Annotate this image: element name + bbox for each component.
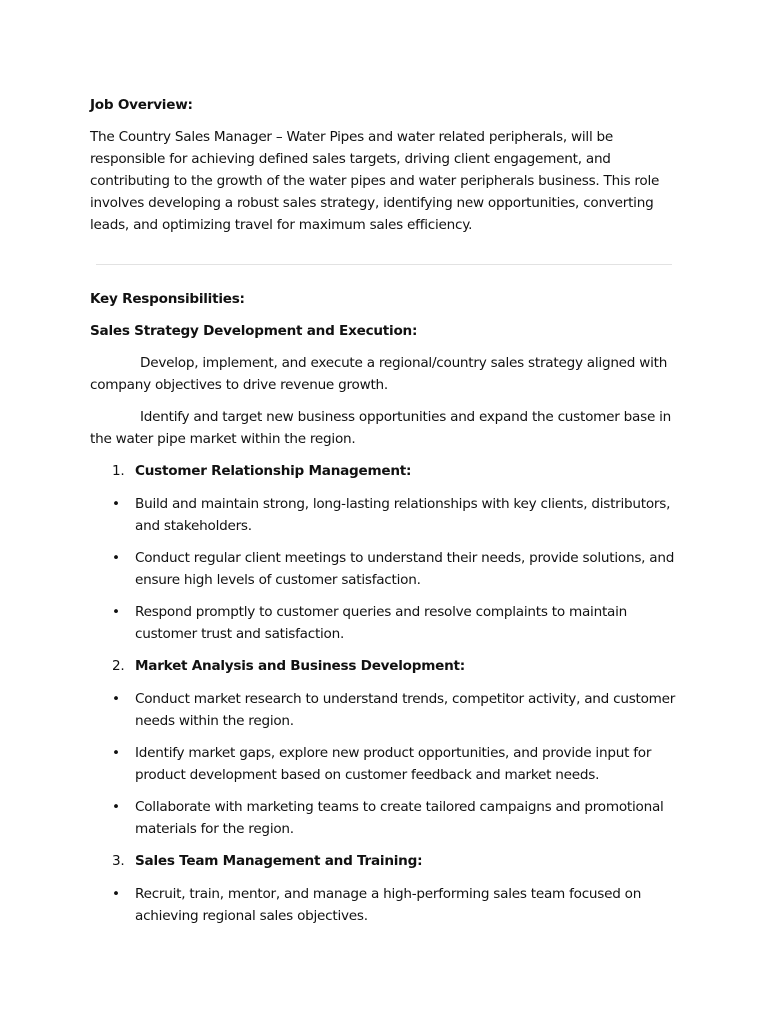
strategy-item: Identify and target new business opportunities and expand the customer base in the water pipe market within the region. <box>90 409 672 447</box>
bullet-icon: • <box>112 496 120 512</box>
bullet-icon: • <box>112 745 120 761</box>
job-overview-text: The Country Sales Manager – Water Pipes and water related peripherals, will be responsible for achieving defined sales targets, driving client engagement, and contributing to the growth of the water pipes and water peripherals business. This role involves developing a robust sales strategy, identifying new opportunities, converting leads, and optimizing travel for maximum sales efficiency. <box>90 129 660 233</box>
section-title-text: Customer Relationship Management: <box>135 463 412 479</box>
bullet-text: Build and maintain strong, long-lasting relationships with key clients, distributors, and stakeholders. <box>135 496 671 534</box>
sales-strategy-heading: Sales Strategy Development and Execution: <box>90 323 418 339</box>
bullet-item <box>90 547 680 591</box>
bullet-icon: • <box>112 886 120 902</box>
bullet-item <box>90 796 680 840</box>
bullet-item <box>90 742 680 786</box>
numbered-section-title <box>90 655 680 677</box>
section-number: 1. <box>112 463 125 479</box>
bullet-item <box>90 883 680 927</box>
bullet-item <box>90 601 680 645</box>
bullet-icon: • <box>112 691 120 707</box>
bullet-icon: • <box>112 604 120 620</box>
bullet-icon: • <box>112 550 120 566</box>
key-responsibilities-heading: Key Responsibilities: <box>90 291 245 307</box>
bullet-text: Conduct market research to understand trends, competitor activity, and customer needs within the region. <box>135 691 676 729</box>
bullet-item <box>90 493 680 537</box>
numbered-section-title <box>90 850 680 872</box>
bullet-text: Identify market gaps, explore new product opportunities, and provide input for product development based on customer feedback and market needs. <box>135 745 652 783</box>
bullet-text: Collaborate with marketing teams to create tailored campaigns and promotional materials for the region. <box>135 799 664 837</box>
bullet-text: Recruit, train, mentor, and manage a high-performing sales team focused on achieving regional sales objectives. <box>135 886 642 924</box>
section-title-text: Market Analysis and Business Development: <box>135 658 465 674</box>
document-page <box>90 94 680 937</box>
job-overview-heading: Job Overview: <box>90 97 193 113</box>
bullet-text: Respond promptly to customer queries and resolve complaints to maintain customer trust and satisfaction. <box>135 604 627 642</box>
bullet-icon: • <box>112 799 120 815</box>
strategy-item: Develop, implement, and execute a regional/country sales strategy aligned with company objectives to drive revenue growth. <box>90 355 668 393</box>
numbered-section-title <box>90 460 680 482</box>
section-number: 3. <box>112 853 125 869</box>
bullet-text: Conduct regular client meetings to understand their needs, provide solutions, and ensure high levels of customer satisfaction. <box>135 550 675 588</box>
section-number: 2. <box>112 658 125 674</box>
section-divider <box>96 264 672 265</box>
bullet-item <box>90 688 680 732</box>
section-title-text: Sales Team Management and Training: <box>135 853 423 869</box>
